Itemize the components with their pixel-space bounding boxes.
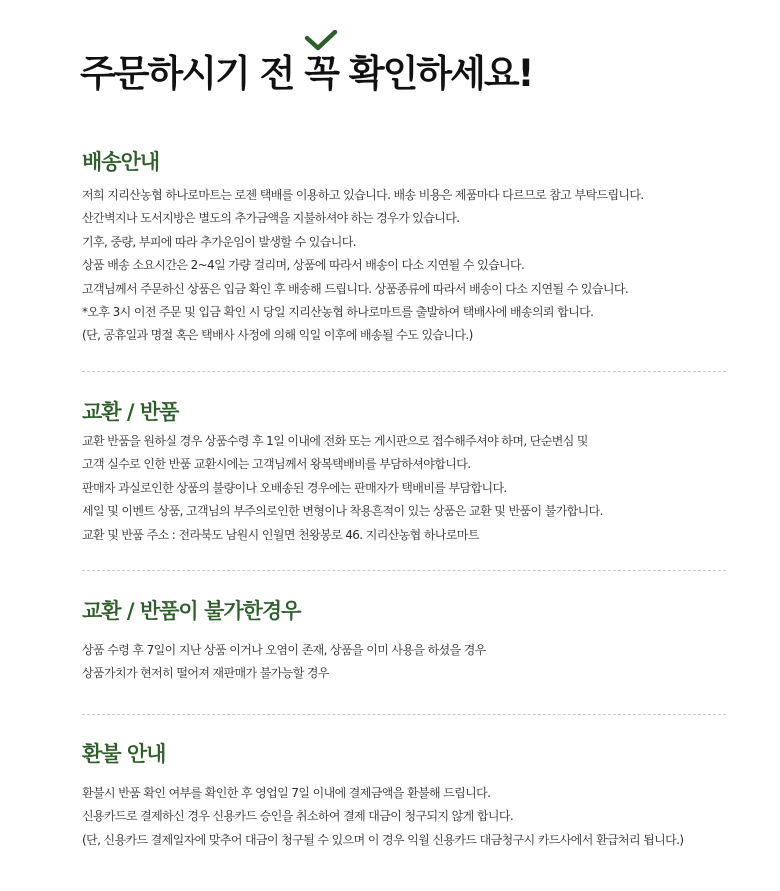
list-item: (단, 신용카드 결제일자에 맞추어 대금이 청구될 수 있으며 이 경우 익월 신용카드 대금청구시 카드사에서 환급처리 됩니다.) bbox=[82, 832, 684, 847]
no-return-heading: 교환 / 반품이 불가한경우 bbox=[82, 599, 301, 623]
list-item: 저희 지리산농협 하나로마트는 로젠 택배를 이용하고 있습니다. 배송 비용은 제품마다 다르므로 참고 부탁드립니다. bbox=[82, 188, 644, 202]
shipping-heading: 배송안내 bbox=[82, 150, 160, 174]
exchange-return-list bbox=[82, 430, 752, 547]
exchange-return-section bbox=[82, 398, 752, 547]
list-item: 고객님께서 주문하신 상품은 입금 확인 후 배송해 드립니다. 상품종류에 따라서 배송이 다소 지연될 수 있습니다. bbox=[82, 281, 629, 296]
checkmark-icon bbox=[304, 30, 338, 52]
section-divider bbox=[82, 714, 726, 715]
list-item: 환불시 반품 확인 여부를 확인한 후 영업일 7일 이내에 결제금액을 환불해 드립니다. bbox=[82, 786, 491, 800]
exchange-return-heading: 교환 / 반품 bbox=[82, 400, 179, 424]
section-divider bbox=[82, 371, 726, 372]
list-item: 기후, 중량, 부피에 따라 추가운임이 발생할 수 있습니다. bbox=[82, 234, 356, 249]
list-item: 산간벽지나 도서지방은 별도의 추가금액을 지불하셔야 하는 경우가 있습니다. bbox=[82, 211, 460, 226]
list-item: 상품가치가 현저히 떨어져 재판매가 불가능할 경우 bbox=[82, 666, 329, 681]
list-item: 상품 배송 소요시간은 2~4일 가량 걸리며, 상품에 따라서 배송이 다소 지연될 수 있습니다. bbox=[82, 258, 525, 273]
section-divider bbox=[82, 570, 726, 571]
list-item: *오후 3시 이전 주문 및 입금 확인 시 당일 지리산농협 하나로마트를 출발하여 택배사에 배송의뢰 합니다. bbox=[82, 305, 594, 320]
list-item: 고객 실수로 인한 반품 교환시에는 고객님께서 왕복택배비를 부담하셔야합니다. bbox=[82, 457, 471, 472]
list-item: 신용카드로 결제하신 경우 신용카드 승인을 취소하여 결제 대금이 청구되지 않게 합니다. bbox=[82, 809, 514, 824]
no-return-section bbox=[82, 597, 752, 686]
title-text-before: 주문하시기 전 bbox=[80, 52, 305, 95]
list-item: 판매자 과실로인한 상품의 불량이나 오배송된 경우에는 판매자가 택배비를 부담합니다. bbox=[82, 480, 507, 495]
title-emphasis bbox=[304, 50, 338, 98]
list-item: 세일 및 이벤트 상품, 고객님의 부주의로인한 변형이나 착용흔적이 있는 상품은 교환 및 반품이 불가합니다. bbox=[82, 504, 603, 519]
page-title bbox=[80, 50, 532, 98]
list-item: 교환 반품을 원하실 경우 상품수령 후 1일 이내에 전화 또는 게시판으로 접수해주셔야 하며, 단순변심 및 bbox=[82, 434, 588, 448]
title-text-after: 확인하세요! bbox=[337, 52, 533, 95]
title-emphasis-text: 꼭 bbox=[304, 52, 338, 95]
refund-section bbox=[82, 740, 752, 852]
list-item: 상품 수령 후 7일이 지난 상품 이거나 오염이 존재, 상품을 이미 사용을 하셨을 경우 bbox=[82, 643, 486, 657]
refund-list bbox=[82, 782, 752, 852]
list-item: (단, 공휴일과 명절 혹은 택배사 사정에 의해 익일 이후에 배송될 수도 있습니다.) bbox=[82, 328, 473, 343]
list-item: 교환 및 반품 주소 : 전라북도 남원시 인월면 천왕봉로 46. 지리산농협 하나로마트 bbox=[82, 527, 479, 542]
refund-heading: 환불 안내 bbox=[82, 742, 166, 766]
no-return-list bbox=[82, 639, 752, 686]
shipping-section bbox=[82, 148, 752, 348]
shipping-list bbox=[82, 184, 752, 348]
